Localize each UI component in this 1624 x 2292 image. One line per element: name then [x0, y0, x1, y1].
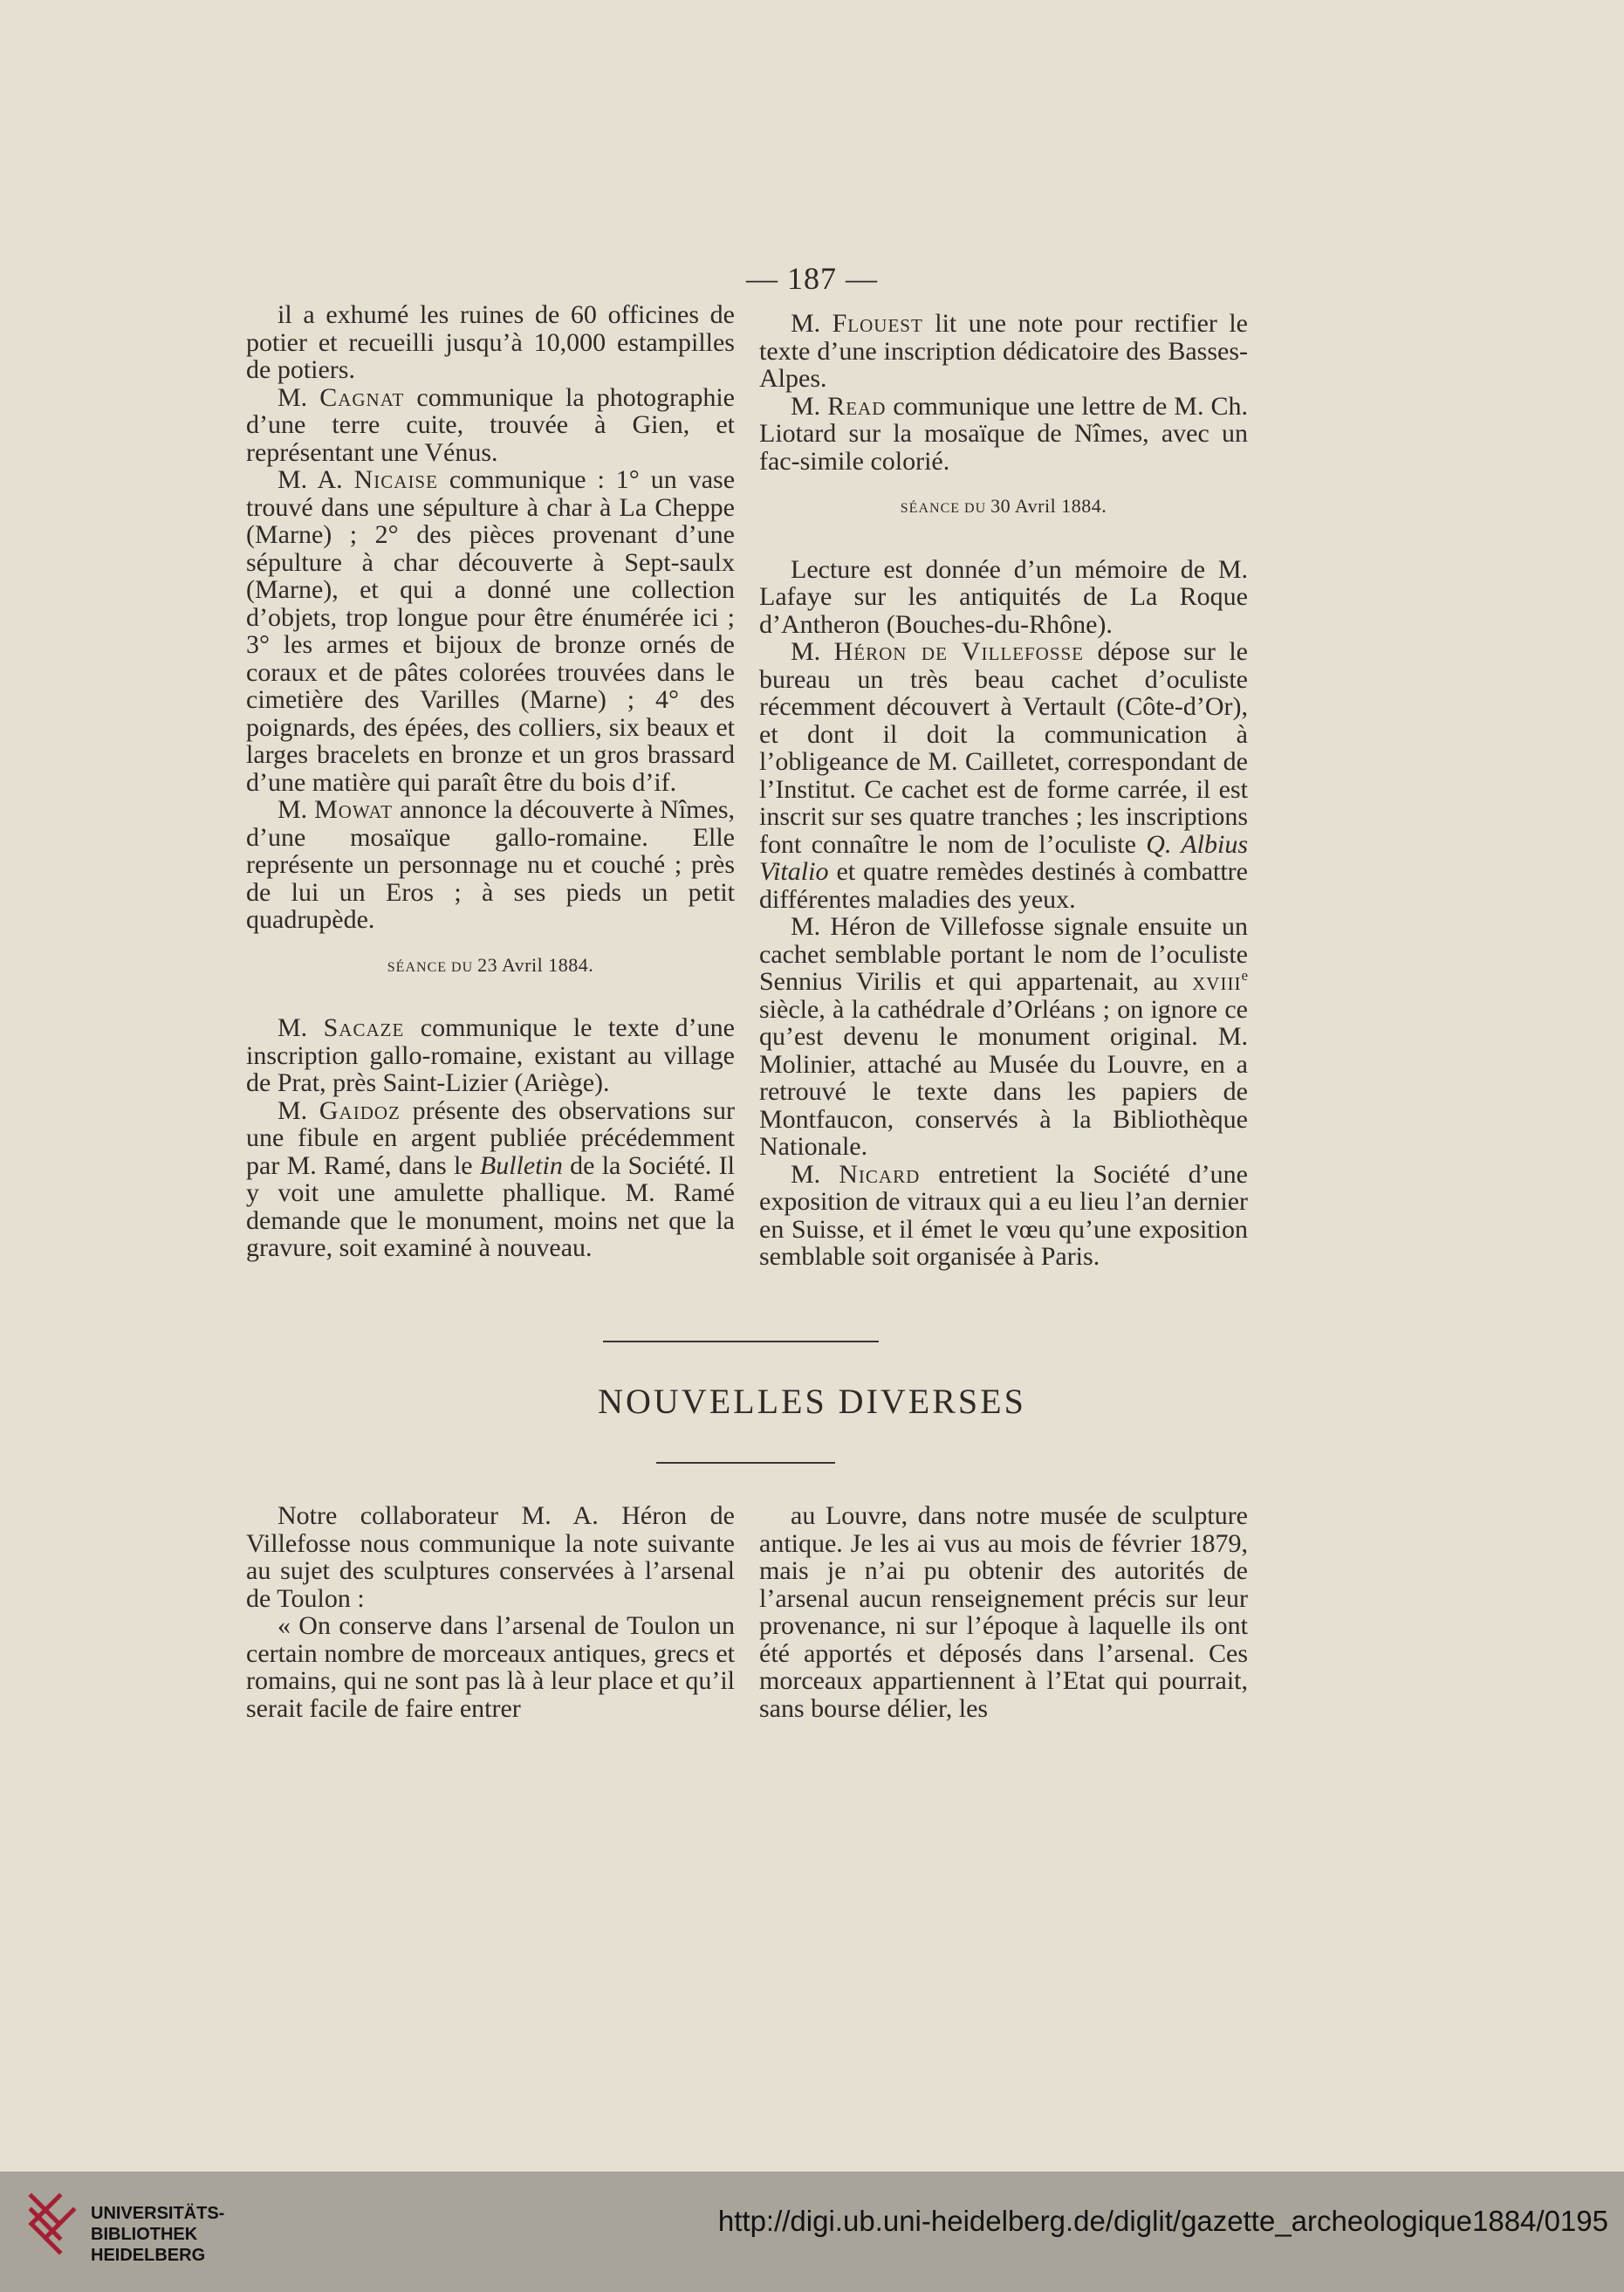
left-column: [246, 301, 735, 1262]
paragraph: M. Gaidoz présente des observations sur une fibule en argent publiée précédemment par M. Ramé, dans le Bulletin de la Société. Il y voit une amulette phallique. M. Ramé demande que le monument, moins net que la gravure, soit examiné à nouveau.: [246, 1095, 735, 1262]
section-left-column: [246, 1502, 735, 1722]
section-title: NOUVELLES DIVERSES: [598, 1382, 1026, 1421]
paragraph: M. Cagnat communique la photographie d’une terre cuite, trouvée à Gien, et représentant une Vénus.: [246, 382, 735, 467]
roman-numeral: xviii: [1192, 967, 1242, 996]
person-name: Cagnat: [319, 382, 405, 412]
section-rule-bottom: [656, 1462, 835, 1464]
seance-label: SÉANCE DU: [900, 501, 991, 516]
paragraph: « On conserve dans l’arsenal de Toulon un certain nombre de morceaux antiques, grecs et romains, qui ne sont pas là à leur place et qu’il serait facile de faire entrer: [246, 1611, 735, 1723]
page-number: — 187 —: [746, 261, 878, 296]
person-name: Gaidoz: [319, 1095, 401, 1125]
library-name-line: UNIVERSITÄTS-: [91, 2204, 225, 2223]
seance-label: SÉANCE DU: [387, 959, 478, 975]
paragraph: M. Read communique une lettre de M. Ch. Liotard sur la mosaïque de Nîmes, avec un fac-simile colorié.: [759, 391, 1248, 476]
person-name: Read: [827, 391, 887, 421]
person-name: Héron de Villefosse: [833, 637, 1085, 666]
person-name: Flouest: [832, 309, 923, 338]
right-column: [759, 310, 1248, 1271]
paragraph: M. Flouest lit une note pour rectifier le texte d’une inscription dédicatoire des Basses-Alpes.: [759, 309, 1248, 393]
person-name: Sacaze: [323, 1013, 405, 1042]
library-name: [91, 2203, 224, 2266]
source-url[interactable]: http://digi.ub.uni-heidelberg.de/diglit/gazette_archeologique1884/0195: [717, 2205, 1608, 2237]
seance-date: 23 Avril 1884.: [477, 953, 594, 976]
paragraph: M. A. Nicaise communique : 1° un vase trouvé dans une sépulture à char à La Cheppe (Marne) ; 2° des pièces provenant d’une sépulture à char découverte à Sept-saulx (Marne), et qui a donné une collection d’objets, trop longue pour être énumérée ici ; 3° les armes et bijoux de bronze ornés de coraux et de pâtes colorées trouvées dans le cimetière des Varilles (Marne) ; 4° des poignards, des épées, des colliers, six beaux et larges bracelets en bronze et un gros brassard d’une matière qui paraît être du bois d’if.: [246, 465, 736, 797]
italic-text: Q. Albius Vitalio: [759, 829, 1248, 886]
italic-text: Bulletin: [479, 1150, 563, 1180]
university-library-logo-icon: [24, 2191, 80, 2259]
paragraph: M. Sacaze communique le texte d’une inscription gallo-romaine, existant au village de Prat, près Saint-Lizier (Ariège).: [246, 1013, 735, 1097]
person-name: Mowat: [314, 795, 394, 824]
section-rule-top: [603, 1341, 879, 1342]
seance-date: 30 Avril 1884.: [990, 495, 1107, 517]
seance-heading: [246, 951, 735, 982]
person-name: Nicaise: [353, 465, 438, 494]
paragraph: Lecture est donnée d’un mémoire de M. Lafaye sur les antiquités de La Roque d’Antheron (Bouches-du-Rhône).: [759, 554, 1248, 639]
paragraph: au Louvre, dans notre musée de sculpture antique. Je les ai vus au mois de février 1879, mais je n’ai pu obtenir des autorités de l’arsenal aucun renseignement précis sur leur provenance, ni sur l’époque à laquelle ils ont été apportés et déposés dans l’arsenal. Ces morceaux appartiennent à l’Etat qui pourrait, sans bourse délier, les: [759, 1501, 1248, 1723]
section-right-column: [759, 1502, 1248, 1722]
paragraph: M. Mowat annonce la découverte à Nîmes, d’une mosaïque gallo-romaine. Elle représente un personnage nu et couché ; près de lui un Eros ; à ses pieds un petit quadrupède.: [246, 795, 735, 934]
library-name-line: BIBLIOTHEK: [91, 2225, 198, 2244]
paragraph: M. Nicard entretient la Société d’une exposition de vitraux qui a eu lieu l’an dernier en Suisse, et il émet le vœu qu’une exposition semblable soit organisée à Paris.: [759, 1159, 1248, 1271]
paragraph: M. Héron de Villefosse dépose sur le bureau un très beau cachet d’oculiste récemment découvert à Vertault (Côte-d’Or), et dont il doit la communication à l’obligeance de M. Cailletet, correspondant de l’Institut. Ce cachet est de forme carrée, il est inscrit sur ses quatre tranches ; les inscriptions font connaître le nom de l’oculiste Q. Albius Vitalio et quatre remèdes destinés à combattre différentes maladies des yeux.: [759, 637, 1248, 914]
paragraph: Notre collaborateur M. A. Héron de Villefosse nous communique la note suivante au sujet des sculptures conservées à l’arsenal de Toulon :: [246, 1501, 735, 1613]
superscript: e: [1241, 967, 1248, 984]
library-name-line: HEIDELBERG: [91, 2246, 206, 2265]
paragraph: il a exhumé les ruines de 60 officines de potier et recueilli jusqu’à 10,000 estampilles de potiers.: [246, 300, 735, 384]
seance-heading: [759, 492, 1248, 523]
person-name: Nicard: [839, 1159, 921, 1189]
paragraph: M. Héron de Villefosse signale ensuite un cachet semblable portant le nom de l’oculiste Sennius Virilis et qui appartenait, au xviii$^e$ siècle, à la cathédrale d’Orléans ; on ignore ce qu’est devenu le monument original. M. Molinier, attaché au Musée du Louvre, en a retrouvé le texte dans les papiers de Montfaucon, conservés à la Bibliothèque Nationale.: [759, 912, 1248, 1161]
